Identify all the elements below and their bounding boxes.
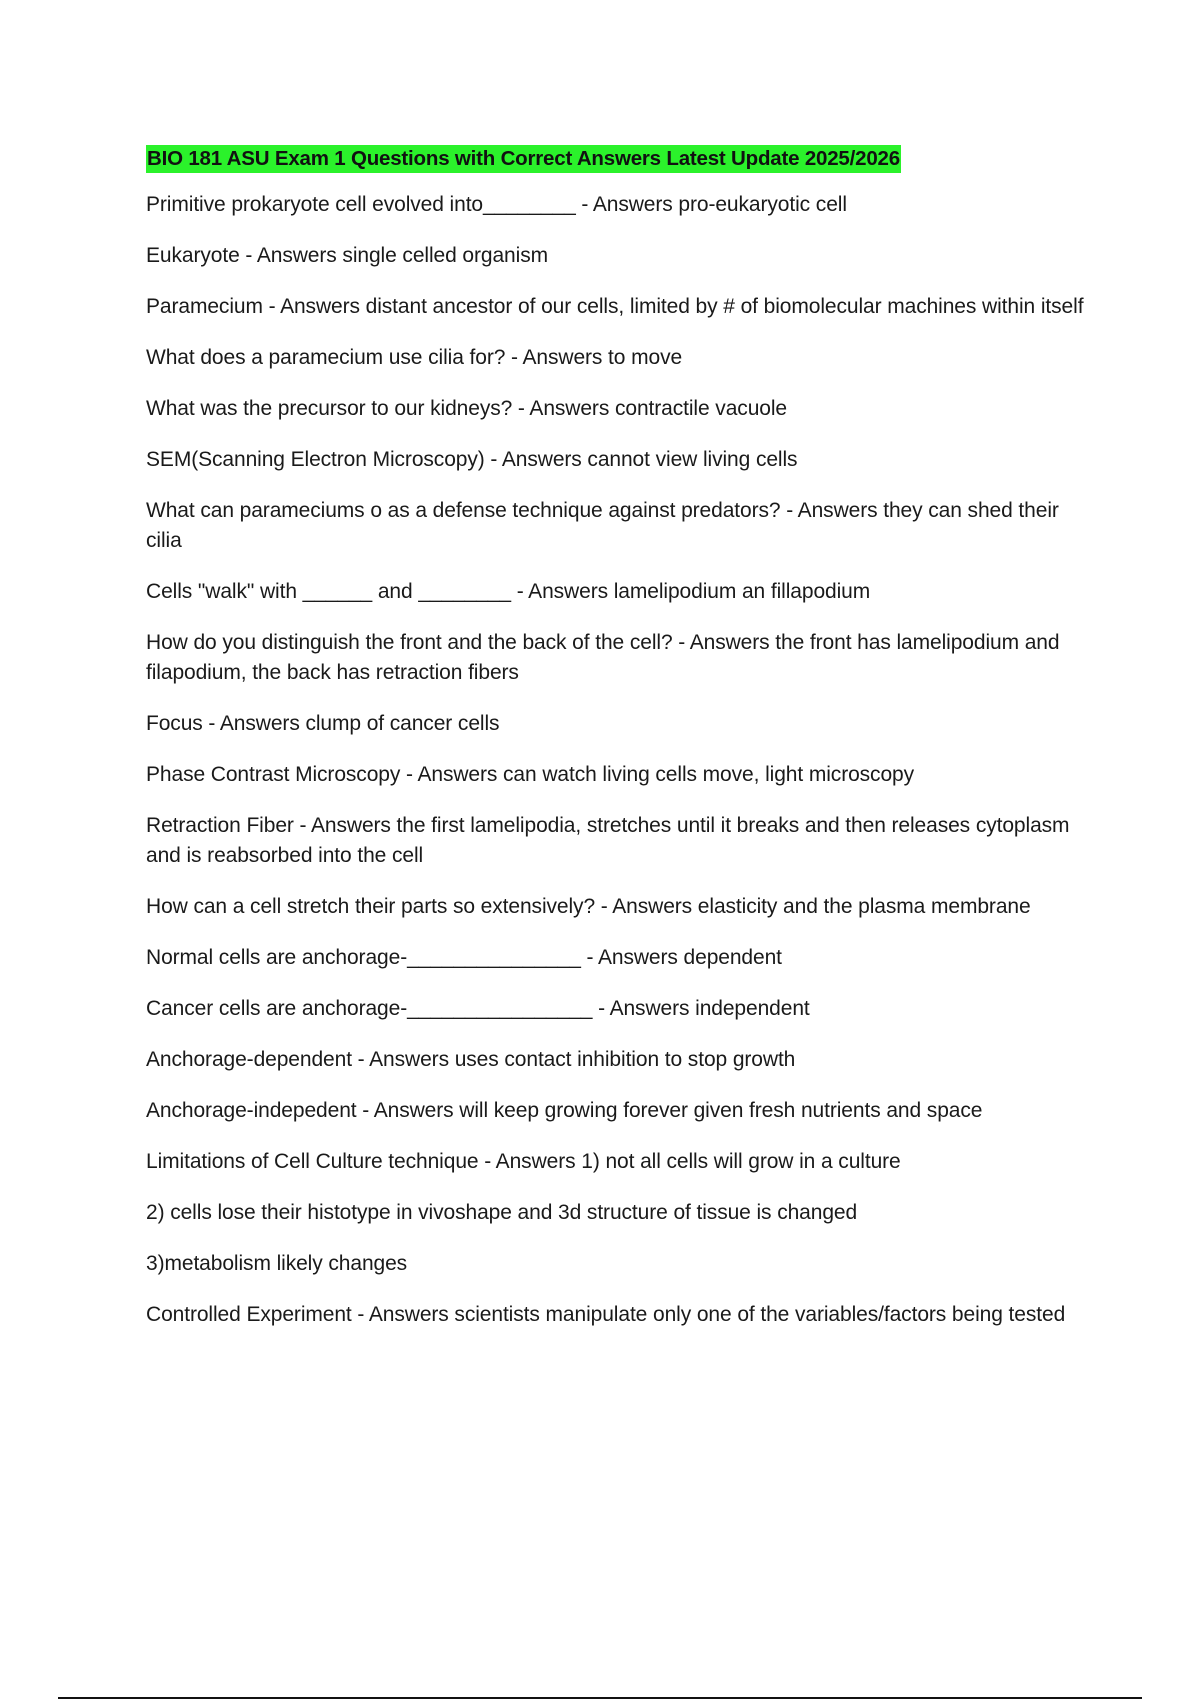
qa-entry: Focus - Answers clump of cancer cells	[146, 712, 500, 735]
qa-entry: What can parameciums o as a defense technique against predators? - Answers they can shed their cilia	[146, 499, 1059, 552]
qa-entry: How do you distinguish the front and the back of the cell? - Answers the front has lamelipodium and filapodium, the back has retraction fibers	[146, 631, 1060, 684]
qa-entry: Primitive prokaryote cell evolved into________ - Answers pro-eukaryotic cell	[146, 193, 847, 216]
qa-entry: 3)metabolism likely changes	[146, 1252, 408, 1275]
qa-entry: Anchorage-indepedent - Answers will keep growing forever given fresh nutrients and space	[146, 1099, 983, 1122]
qa-entry: Paramecium - Answers distant ancestor of our cells, limited by # of biomolecular machines within itself	[146, 295, 1084, 318]
qa-entry: Cancer cells are anchorage-________________ - Answers independent	[146, 997, 810, 1020]
qa-entry: Anchorage-dependent - Answers uses contact inhibition to stop growth	[146, 1048, 796, 1071]
page-bottom-rule	[58, 1697, 1142, 1699]
document-title: BIO 181 ASU Exam 1 Questions with Correct Answers Latest Update 2025/2026	[146, 145, 901, 173]
qa-entry: Limitations of Cell Culture technique - Answers 1) not all cells will grow in a culture	[146, 1150, 901, 1173]
qa-entry: Eukaryote - Answers single celled organism	[146, 244, 548, 267]
qa-entry: What was the precursor to our kidneys? - Answers contractile vacuole	[146, 397, 787, 420]
qa-entry: Controlled Experiment - Answers scientists manipulate only one of the variables/factors being tested	[146, 1303, 1066, 1326]
qa-entry: Retraction Fiber - Answers the first lamelipodia, stretches until it breaks and then releases cytoplasm and is reabsorbed into the cell	[146, 814, 1070, 867]
qa-entry: Cells "walk" with ______ and ________ - Answers lamelipodium an fillapodium	[146, 580, 871, 603]
qa-entry: How can a cell stretch their parts so extensively? - Answers elasticity and the plasma membrane	[146, 895, 1031, 918]
qa-entry: What does a paramecium use cilia for? - Answers to move	[146, 346, 683, 369]
document-body	[146, 145, 1096, 1351]
qa-entry: SEM(Scanning Electron Microscopy) - Answers cannot view living cells	[146, 448, 798, 471]
qa-entry: Phase Contrast Microscopy - Answers can watch living cells move, light microscopy	[146, 763, 915, 786]
qa-entry: 2) cells lose their histotype in vivoshape and 3d structure of tissue is changed	[146, 1201, 858, 1224]
qa-entry: Normal cells are anchorage-_______________ - Answers dependent	[146, 946, 782, 969]
